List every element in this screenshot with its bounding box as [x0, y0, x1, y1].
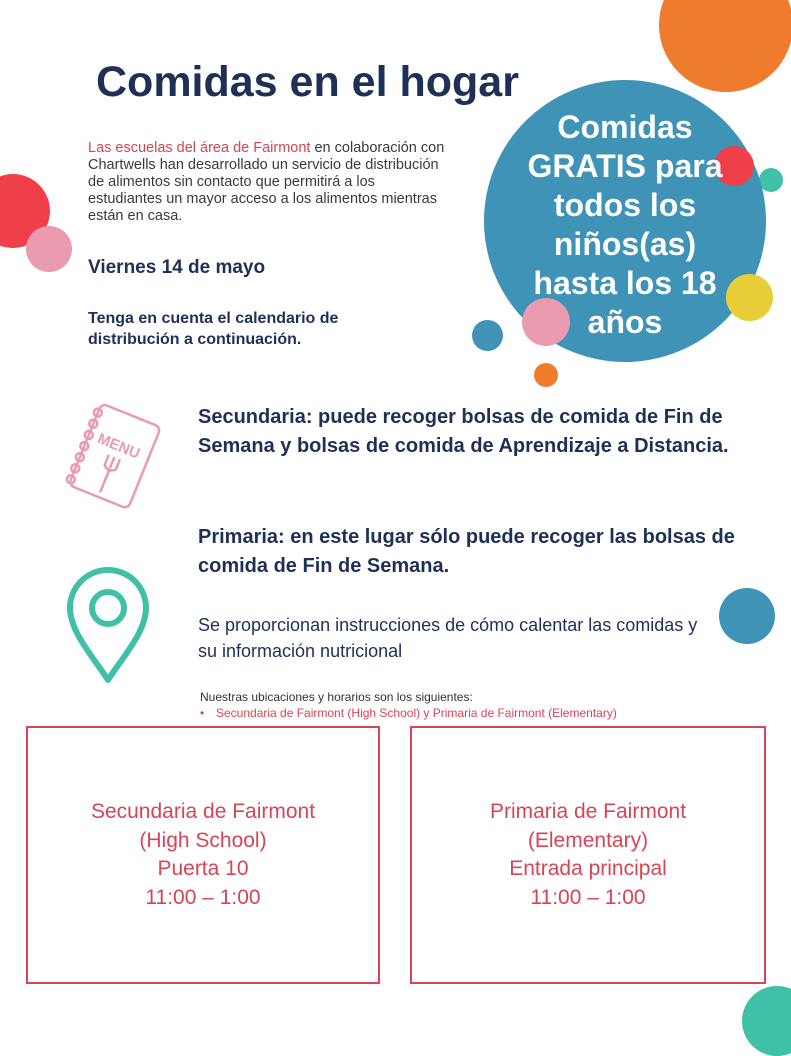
promo-line: niños(as)	[553, 226, 697, 262]
location-time: 11:00 – 1:00	[530, 885, 646, 909]
location-pin-icon	[64, 566, 152, 684]
location-box-elementary	[410, 726, 766, 984]
instructions-text: Se proporcionan instrucciones de cómo calentar las comidas y su información nutricional	[198, 615, 698, 661]
decor-circle-blue-right	[719, 588, 775, 644]
distribution-date: Viernes 14 de mayo	[88, 257, 266, 278]
locations-bullet	[200, 706, 617, 720]
location-name: Secundaria de Fairmont	[90, 800, 316, 823]
bullet-icon: •	[200, 706, 205, 720]
menu-icon	[58, 402, 170, 514]
intro-highlight: Las escuelas del área de Fairmont	[88, 140, 311, 156]
intro-paragraph	[88, 140, 448, 225]
location-subtitle: (Elementary)	[527, 828, 649, 852]
decor-circle-pink-left	[26, 226, 72, 272]
decor-circle-orange-small	[534, 363, 558, 387]
promo-text	[484, 108, 766, 342]
location-box-high-school	[26, 726, 380, 984]
decor-circle-teal-bottom	[742, 986, 791, 1056]
secundaria-info: Secundaria: puede recoger bolsas de comida de Fin de Semana y bolsas de comida de Aprendizaje a Distancia.	[198, 406, 729, 457]
locations-intro: Nuestras ubicaciones y horarios son los siguientes:	[200, 690, 473, 704]
decor-circle-orange-large	[659, 0, 791, 92]
promo-line: años	[587, 304, 663, 340]
promo-line: hasta los 18	[533, 265, 717, 301]
location-entry: Entrada principal	[509, 857, 667, 880]
location-subtitle: (High School)	[139, 828, 267, 852]
intro-text: en colaboración con Chartwells han desarrollado un servicio de distribución de alimentos sin contacto que permitirá a los estudiantes un mayor acceso a los alimentos mientras están en casa.	[88, 140, 445, 224]
location-entry: Puerta 10	[157, 857, 249, 880]
location-time: 11:00 – 1:00	[145, 885, 261, 909]
primaria-info: Primaria: en este lugar sólo puede recoger las bolsas de comida de Fin de Semana.	[198, 526, 735, 577]
menu-icon-label: MENU	[95, 430, 143, 463]
page-title: Comidas en el hogar	[96, 58, 519, 106]
location-name: Primaria de Fairmont	[489, 800, 687, 823]
promo-line: todos los	[553, 187, 697, 223]
promo-line: GRATIS para	[527, 148, 723, 184]
promo-line: Comidas	[557, 109, 693, 145]
locations-bullet-text: Secundaria de Fairmont (High School) y Primaria de Fairmont (Elementary)	[216, 706, 617, 720]
calendar-note: Tenga en cuenta el calendario de distribución a continuación.	[88, 310, 339, 348]
